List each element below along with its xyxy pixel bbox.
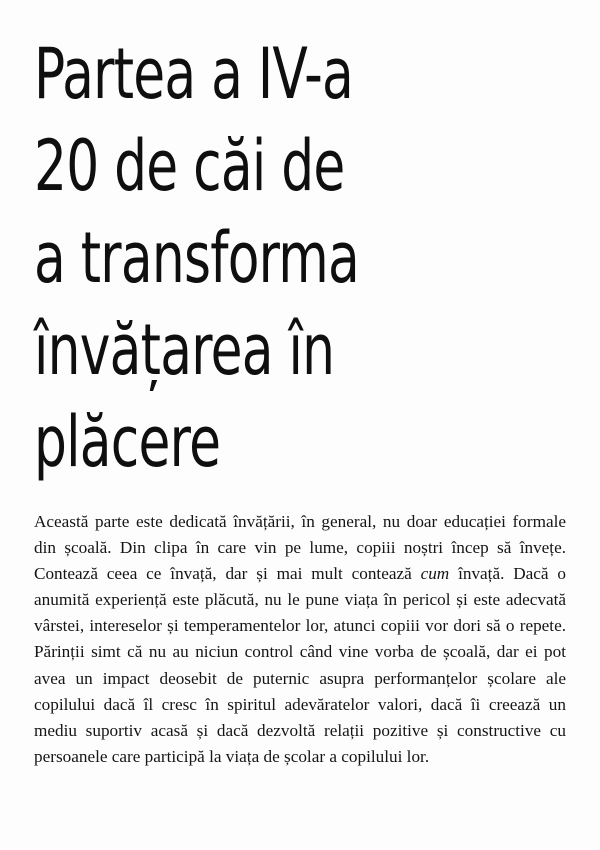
title-line: 20 de căi de — [34, 125, 345, 207]
title-line: plăcere — [34, 401, 221, 483]
title-line: a transforma — [34, 217, 360, 299]
chapter-title — [34, 28, 434, 488]
title-line: învățarea în — [34, 309, 335, 391]
paragraph-text-start: Această parte este dedicată învățării, în general, nu doar educației formale din școală. Din clipa în care vin pe lume, copiii noștri încep să învețe. Contează ceea ce învață, dar și mai mult contează — [34, 512, 566, 584]
intro-paragraph — [34, 509, 566, 770]
title-line: Partea a IV-a — [34, 33, 354, 115]
paragraph-text-end: învață. Dacă o anumită experiență este plăcută, nu le pune viața în pericol și este adecvată vârstei, intereselor și temperamentelor lor, atunci copiii vor dori să o repete. Părinții simt că nu au niciun control când vine vorba de școală, dar ei pot avea un impact deosebit de puternic asupra performanțelor școlare ale copilului dacă îl cresc în spiritul adevăratelor valori, dacă îi creează un mediu suportiv acasă și dacă dezvoltă relații pozitive și constructive cu persoanele care participă la viața de școlar a copilului lor. — [34, 564, 566, 766]
emphasized-word: cum — [420, 564, 450, 584]
